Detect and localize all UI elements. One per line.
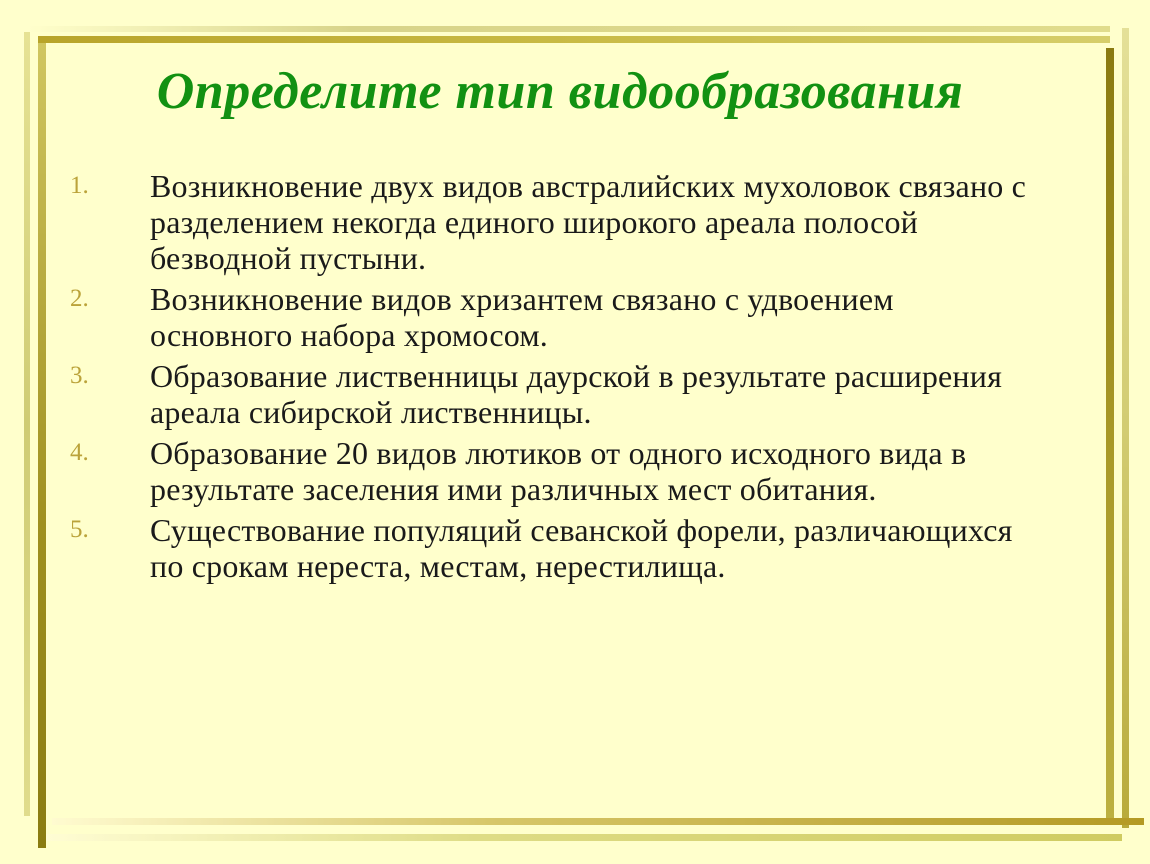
left-outer-bar	[24, 32, 30, 816]
right-inner-bar	[1122, 28, 1129, 828]
list-item-number: 2.	[70, 285, 89, 312]
list-item-number: 5.	[70, 516, 89, 543]
question-list	[70, 168, 1040, 589]
list-item-number: 3.	[70, 362, 89, 389]
top-inner-bar	[38, 36, 1110, 43]
right-outer-bar	[1106, 48, 1114, 822]
top-outer-bar	[28, 26, 1110, 32]
list-item	[70, 358, 1040, 430]
list-item-text: Существование популяций севанской форели, различающихся по срокам нереста, местам, нерестилища.	[150, 512, 1013, 584]
list-item-text: Образование 20 видов лютиков от одного исходного вида в результате заселения ими различных мест обитания.	[150, 435, 967, 507]
list-item	[70, 435, 1040, 507]
bottom-inner-bar	[46, 834, 1122, 841]
list-item-number: 4.	[70, 439, 89, 466]
list-item-text: Возникновение двух видов австралийских мухоловок связано с разделением некогда единого широкого ареала полосой безводной пустыни.	[150, 168, 1027, 276]
list-item	[70, 281, 1040, 353]
slide-title: Определите тип видообразования	[156, 63, 964, 120]
list-item	[70, 168, 1040, 276]
list-item	[70, 512, 1040, 584]
left-inner-bar	[38, 43, 46, 848]
list-item-text: Возникновение видов хризантем связано с удвоением основного набора хромосом.	[150, 281, 894, 353]
bottom-outer-bar	[52, 818, 1144, 825]
list-item-number: 1.	[70, 172, 89, 199]
list-item-text: Образование лиственницы даурской в результате расширения ареала сибирской лиственницы.	[150, 358, 1002, 430]
